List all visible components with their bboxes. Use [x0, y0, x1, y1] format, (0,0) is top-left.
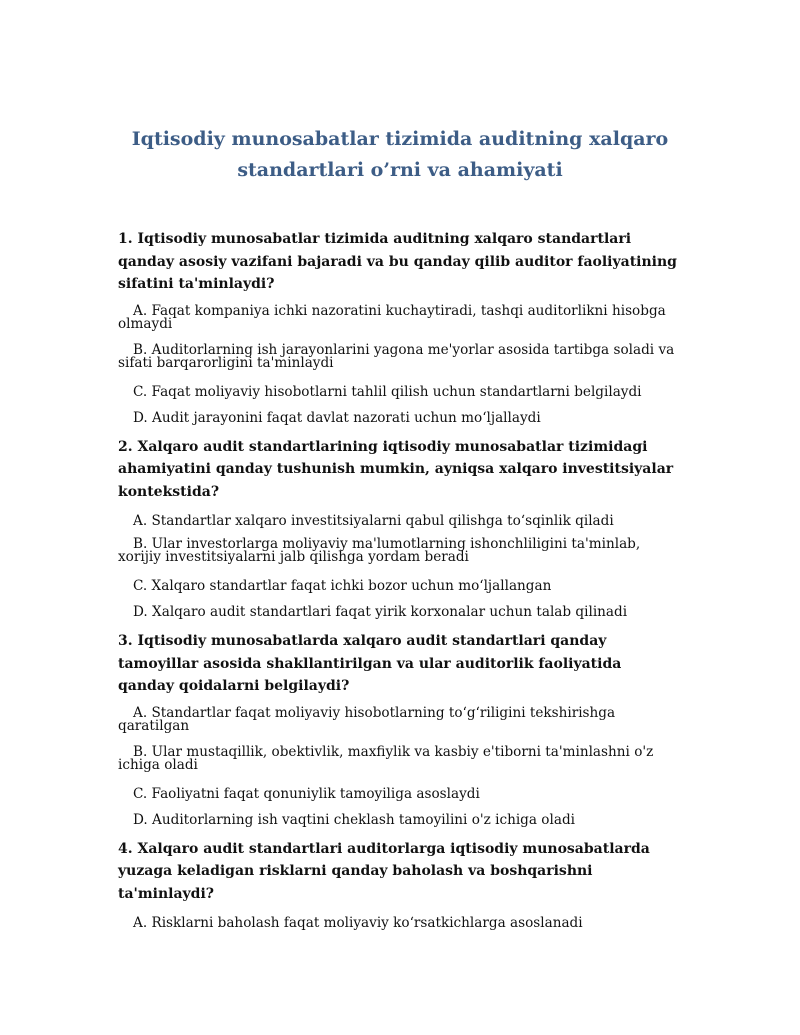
answer-option-c: C. Xalqaro standartlar faqat ichki bozor uchun mo‘ljallangan: [133, 578, 552, 594]
answer-option-d: D. Auditorlarning ish vaqtini cheklash tamoyilini o'z ichiga oladi: [133, 811, 575, 828]
answer-option-a: A. Risklarni baholash faqat moliyaviy ko‘rsatkichlarga asoslanadi: [133, 915, 583, 931]
answer-option-b: B. Ular investorlarga moliyaviy ma'lumotlarning ishonchliligini ta'minlab, xorijiy investitsiyalarni jalb qilishga yordam beradi: [118, 536, 641, 565]
answer-option-a: A. Standartlar xalqaro investitsiyalarni qabul qilishga to‘sqinlik qiladi: [133, 513, 614, 529]
question-2: [118, 436, 678, 622]
answer-option-a: A. Faqat kompaniya ichki nazoratini kuchaytiradi, tashqi auditorlikni hisobga olmaydi: [118, 302, 666, 332]
question-text: 1. Iqtisodiy munosabatlar tizimida auditning xalqaro standartlari qanday asosiy vazifani bajaradi va bu qanday qilib auditor faoliyatining sifatini ta'minlaydi?: [118, 231, 677, 292]
answer-option-c: C. Faqat moliyaviy hisobotlarni tahlil qilish uchun standartlarni belgilaydi: [133, 383, 642, 400]
question-3: [118, 630, 678, 829]
question-1: [118, 228, 678, 427]
question-list: [118, 228, 678, 941]
title-line-1: Iqtisodiy munosabatlar tizimida auditning xalqaro: [131, 128, 669, 150]
question-4: [118, 838, 678, 933]
question-text: 4. Xalqaro audit standartlari auditorlarga iqtisodiy munosabatlarda yuzaga keladigan risklarni qanday baholash va boshqarishni ta'minlaydi?: [118, 840, 650, 902]
document-title: [100, 124, 700, 186]
question-text: 3. Iqtisodiy munosabatlarda xalqaro audit standartlari qanday tamoyillar asosida shakllantirilgan va ular auditorlik faoliyatida qanday qoidalarni belgilaydi?: [118, 633, 622, 694]
answer-option-c: C. Faoliyatni faqat qonuniylik tamoyiliga asoslaydi: [133, 785, 480, 802]
answer-option-b: B. Ular mustaqillik, obektivlik, maxfiylik va kasbiy e'tiborni ta'minlashni o'z ichiga oladi: [118, 743, 654, 773]
answer-option-b: B. Auditorlarning ish jarayonlarini yagona me'yorlar asosida tartibga soladi va sifati barqarorligini ta'minlaydi: [118, 341, 675, 371]
question-text: 2. Xalqaro audit standartlarining iqtisodiy munosabatlar tizimidagi ahamiyatini qanday tushunish mumkin, ayniqsa xalqaro investitsiyalar kontekstida?: [118, 438, 674, 500]
answer-option-d: D. Audit jarayonini faqat davlat nazorati uchun mo‘ljallaydi: [133, 409, 541, 426]
title-line-2: standartlari o’rni va ahamiyati: [237, 159, 563, 181]
answer-option-a: A. Standartlar faqat moliyaviy hisobotlarning to‘g‘riligini tekshirishga qaratilgan: [118, 704, 616, 734]
answer-option-d: D. Xalqaro audit standartlari faqat yirik korxonalar uchun talab qilinadi: [133, 604, 628, 620]
